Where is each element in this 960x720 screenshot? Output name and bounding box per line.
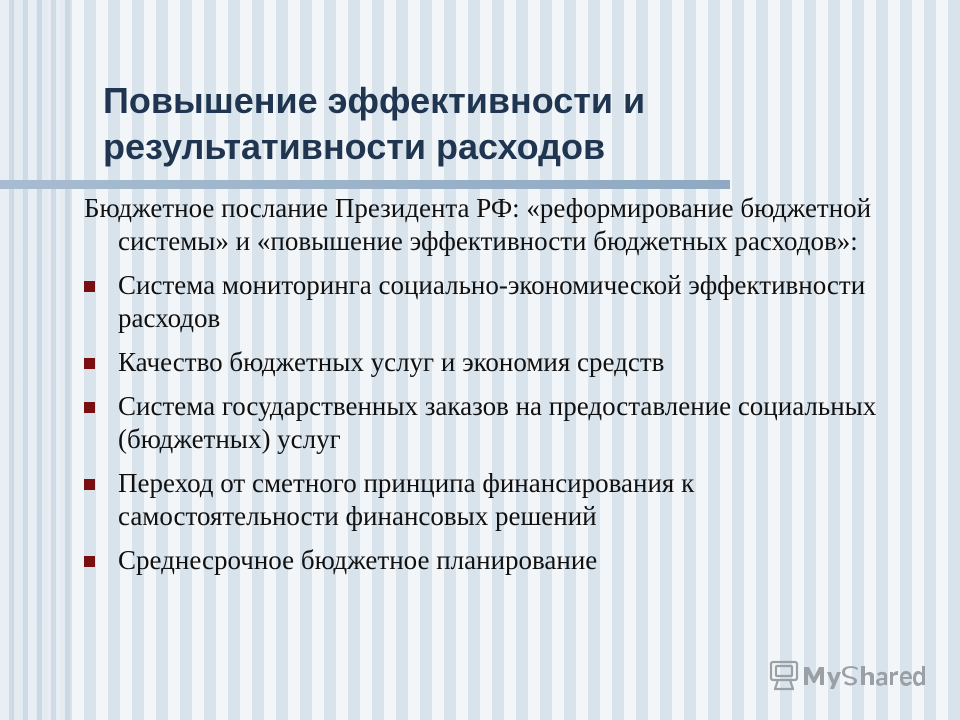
- slide-body: [84, 192, 884, 588]
- watermark-glyph-r: [890, 671, 898, 685]
- watermark-glyph-a: [876, 672, 887, 686]
- list-item-text: Среднесрочное бюджетное планирование: [118, 545, 598, 575]
- watermark-glyph-h: [861, 666, 874, 685]
- square-bullet-icon: [84, 556, 95, 567]
- list-item: [84, 467, 884, 533]
- list-item-text: Система государственных заказов на предоставление социальных (бюджетных) услуг: [118, 391, 877, 454]
- watermark-glyph-y: [827, 672, 841, 689]
- list-item-text: Качество бюджетных услуг и экономия средств: [118, 347, 665, 377]
- watermark-glyph-d: [913, 666, 925, 686]
- list-item: [84, 269, 884, 335]
- watermark-glyph-m: [804, 667, 824, 685]
- slide-title: [103, 78, 863, 170]
- square-bullet-icon: [84, 402, 95, 413]
- list-item: [84, 544, 884, 577]
- list-item-text: Переход от сметного принципа финансирования к самостоятельности финансовых решений: [118, 468, 695, 531]
- title-line-2: результативности расходов: [103, 126, 606, 167]
- square-bullet-icon: [84, 358, 95, 369]
- list-item: [84, 346, 884, 379]
- bullet-list: [84, 269, 884, 577]
- square-bullet-icon: [84, 479, 95, 490]
- title-underline-bar: [0, 180, 730, 189]
- square-bullet-icon: [84, 281, 95, 292]
- presentation-board-icon: [771, 662, 797, 689]
- list-item-text: Система мониторинга социально-экономической эффективности расходов: [118, 270, 866, 333]
- intro-paragraph: Бюджетное послание Президента РФ: «реформирование бюджетной системы» и «повышение эффективности бюджетных расходов»:: [84, 193, 872, 256]
- myshared-watermark-logo: [768, 656, 928, 696]
- watermark-glyph-e: [900, 671, 912, 686]
- left-stripe-panel: [0, 0, 70, 720]
- watermark-glyph-s: [842, 666, 858, 685]
- list-item: [84, 390, 884, 456]
- title-line-1: Повышение эффективности и: [103, 80, 646, 121]
